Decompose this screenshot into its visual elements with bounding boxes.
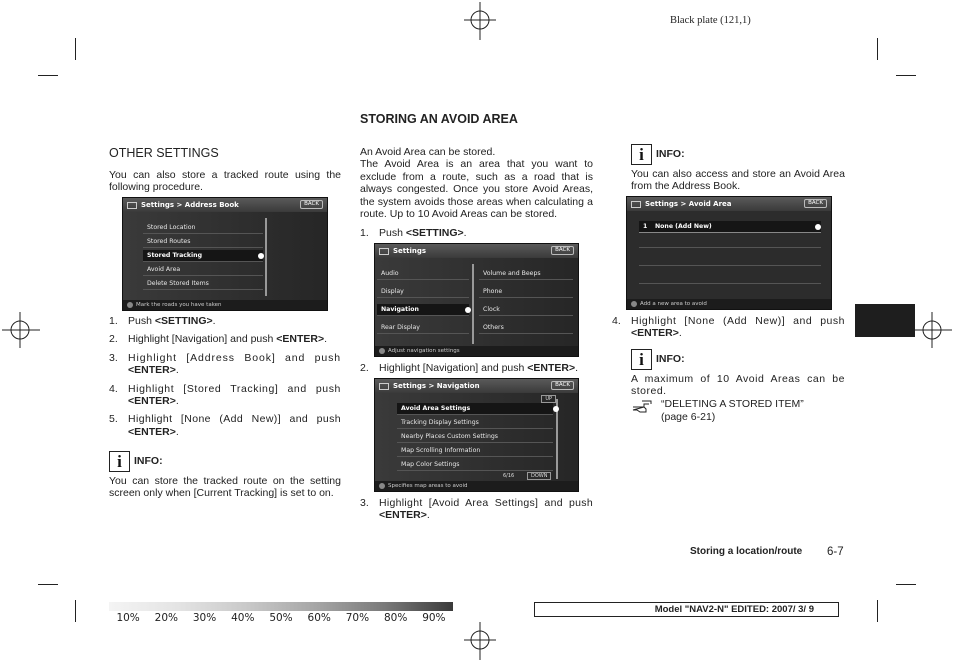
- screen-title: Settings > Navigation: [393, 381, 480, 390]
- menu-item-delete-stored-items[interactable]: Delete Stored Items: [143, 278, 263, 290]
- menu-item-stored-routes[interactable]: Stored Routes: [143, 236, 263, 248]
- density-label: 60%: [307, 612, 331, 624]
- info-label: INFO:: [656, 352, 685, 365]
- middle-intro: [360, 146, 593, 246]
- step-5: 5. Highlight [None (Add New)] and push <ENTER>.: [109, 413, 341, 438]
- back-button[interactable]: BACK: [804, 199, 827, 208]
- menu-item-clock[interactable]: Clock: [479, 304, 573, 316]
- intro-paragraph: The Avoid Area is an area that you want to exclude from a route, such as a road that is always congested. Once you store Avoid Areas, the system avoids those areas when calculating a route. Up to 10 Avoid Areas can be stored.: [360, 158, 593, 221]
- scroll-rail: [472, 264, 474, 344]
- screen-footer-text: Specifies map areas to avoid: [388, 482, 468, 489]
- info-icon: i: [109, 451, 130, 472]
- selection-knob: [465, 307, 471, 313]
- menu-item-audio[interactable]: Audio: [377, 268, 469, 280]
- screen-footer-text: Adjust navigation settings: [388, 347, 460, 354]
- avoid-area-screen: [626, 196, 832, 310]
- screen-title: Settings > Address Book: [141, 200, 239, 209]
- info-text: You can also access and store an Avoid Area from the Address Book.: [631, 168, 845, 193]
- middle-step-3-wrap: [360, 497, 593, 528]
- step-4: 4. Highlight [Stored Tracking] and push <ENTER>.: [109, 382, 341, 408]
- screen-footer-text: Mark the roads you have taken: [136, 301, 222, 308]
- menu-item-rear-display[interactable]: Rear Display: [377, 322, 469, 334]
- row-divider: [639, 283, 821, 284]
- density-label: 10%: [116, 612, 140, 624]
- down-button[interactable]: DOWN: [527, 472, 551, 480]
- step-3: 3. Highlight [Address Book] and push <ENTER>.: [109, 351, 341, 377]
- back-button[interactable]: BACK: [551, 246, 574, 255]
- registration-mark-top: [460, 2, 500, 42]
- density-label: 50%: [269, 612, 293, 624]
- middle-step-1: 1. Push <SETTING>.: [360, 227, 467, 240]
- back-button[interactable]: BACK: [551, 381, 574, 390]
- step-2: 2. Highlight [Navigation] and push <ENTER>.: [109, 333, 328, 346]
- info-dot-icon: [379, 483, 385, 489]
- pointing-hand-icon: [631, 398, 655, 414]
- density-label: 70%: [345, 612, 370, 624]
- menu-item-navigation[interactable]: Navigation: [377, 304, 469, 316]
- reference-link[interactable]: “DELETING A STORED ITEM”: [661, 397, 804, 410]
- model-edited-box: [534, 602, 839, 617]
- menu-item-stored-tracking[interactable]: Stored Tracking: [143, 250, 263, 262]
- info-icon: i: [631, 349, 652, 370]
- intro-line-1: An Avoid Area can be stored.: [360, 146, 496, 158]
- screen-title-bar: [123, 198, 327, 212]
- screen-title: Settings > Avoid Area: [645, 199, 732, 208]
- density-label: 20%: [154, 612, 178, 624]
- scroll-rail: [265, 218, 267, 296]
- menu-item-map-color-settings[interactable]: Map Color Settings: [397, 459, 553, 471]
- info-dot-icon: [631, 301, 637, 307]
- screen-title-bar: [375, 379, 578, 393]
- up-button[interactable]: UP: [541, 395, 556, 403]
- menu-item-phone[interactable]: Phone: [479, 286, 573, 298]
- registration-mark-bottom: [460, 620, 500, 660]
- menu-item-tracking-display-settings[interactable]: Tracking Display Settings: [397, 417, 553, 429]
- density-labels: [109, 612, 453, 625]
- navigation-settings-screen: [374, 378, 579, 492]
- menu-item-stored-location[interactable]: Stored Location: [143, 222, 263, 234]
- info-dot-icon: [379, 348, 385, 354]
- left-steps: [109, 315, 341, 444]
- info-label: INFO:: [656, 147, 685, 160]
- registration-mark-left: [2, 310, 42, 350]
- info-label: INFO:: [134, 454, 163, 467]
- page-number: 6-7: [827, 546, 844, 558]
- other-settings-heading: OTHER SETTINGS: [109, 146, 219, 160]
- menu-item-others[interactable]: Others: [479, 322, 573, 334]
- menu-item-display[interactable]: Display: [377, 286, 469, 298]
- section-footer-title: Storing a location/route: [690, 546, 803, 557]
- avoid-area-item-1[interactable]: [639, 221, 821, 233]
- right-info-block-2: [631, 349, 845, 424]
- menu-item-volume-and-beeps[interactable]: Volume and Beeps: [479, 268, 573, 280]
- density-gradient-bar: [109, 602, 453, 611]
- right-step-4-wrap: [612, 315, 845, 346]
- back-button[interactable]: BACK: [300, 200, 323, 209]
- item-label: None (Add New): [655, 222, 712, 230]
- page-indicator: 6/16: [503, 473, 515, 479]
- info-text: You can store the tracked route on the setting screen only when [Current Tracking] is set to on.: [109, 475, 341, 500]
- left-column: [109, 146, 341, 193]
- menu-item-avoid-area[interactable]: Avoid Area: [143, 264, 263, 276]
- menu-item-nearby-places-custom-settings[interactable]: Nearby Places Custom Settings: [397, 431, 553, 443]
- selection-knob: [553, 406, 559, 412]
- right-step-4: 4. Highlight [None (Add New)] and push <ENTER>.: [612, 315, 845, 340]
- reference-page: (page 6-21): [661, 410, 716, 423]
- chapter-tab: [855, 304, 915, 337]
- item-number: 1: [643, 222, 648, 230]
- address-book-screen: [122, 197, 328, 311]
- menu-item-map-scrolling-information[interactable]: Map Scrolling Information: [397, 445, 553, 457]
- plate-label: Black plate (121,1): [670, 15, 751, 26]
- right-info-block-1: [631, 144, 845, 193]
- density-label: 40%: [231, 612, 255, 624]
- info-icon: i: [631, 144, 652, 165]
- selection-knob: [258, 253, 264, 259]
- screen-title-bar: [375, 244, 578, 258]
- density-label: 30%: [192, 612, 217, 624]
- info-dot-icon: [127, 302, 133, 308]
- left-info-block: [109, 451, 341, 500]
- selection-knob: [815, 224, 821, 230]
- storing-avoid-area-heading: STORING AN AVOID AREA: [360, 112, 518, 126]
- middle-step-2: 2. Highlight [Navigation] and push <ENTER>.: [360, 362, 579, 374]
- registration-mark-right: [912, 310, 952, 350]
- screen-title: Settings: [393, 246, 427, 255]
- step-1: 1. Push <SETTING>.: [109, 315, 216, 327]
- model-edited-text: Model "NAV2-N" EDITED: 2007/ 3/ 9: [654, 603, 814, 615]
- other-settings-intro: You can also store a tracked route using the following procedure.: [109, 168, 341, 194]
- middle-step-3: 3. Highlight [Avoid Area Settings] and push <ENTER>.: [360, 497, 593, 522]
- screen-footer-text: Add a new area to avoid: [640, 300, 707, 307]
- settings-screen: [374, 243, 579, 357]
- density-label: 90%: [422, 612, 446, 624]
- row-divider: [639, 247, 821, 248]
- info-text: A maximum of 10 Avoid Areas can be stored.: [631, 373, 845, 398]
- menu-item-avoid-area-settings[interactable]: Avoid Area Settings: [397, 403, 553, 415]
- screen-title-bar: [627, 197, 831, 211]
- row-divider: [639, 265, 821, 266]
- density-label: 80%: [383, 612, 408, 624]
